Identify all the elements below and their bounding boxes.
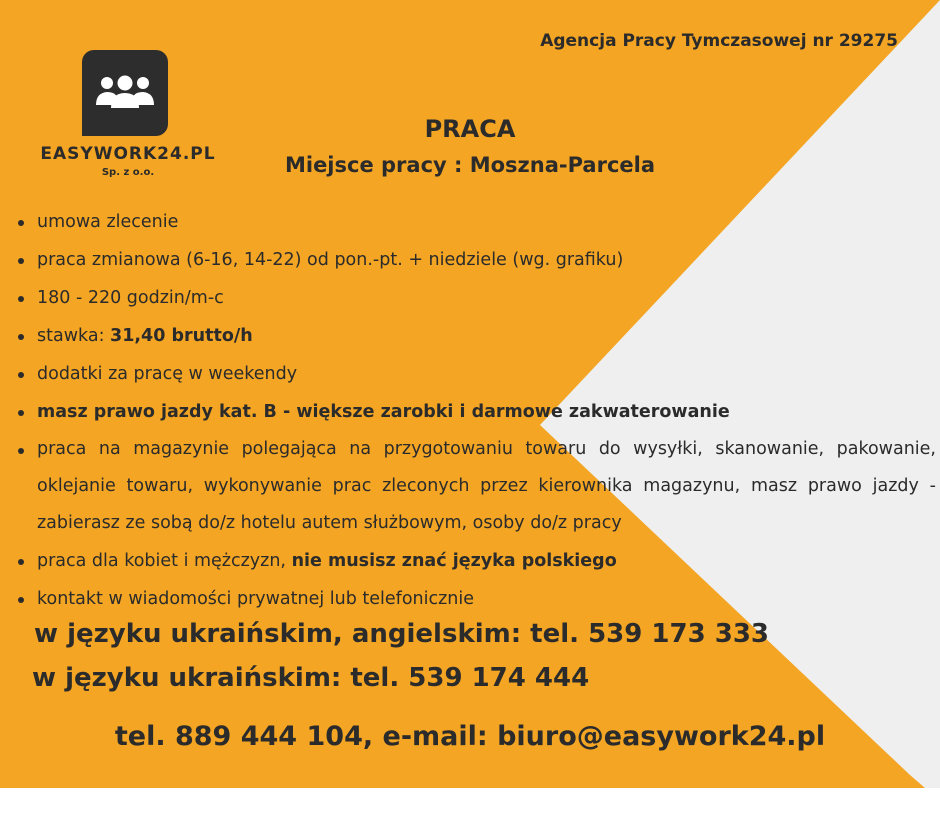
list-item	[14, 542, 936, 580]
item-highlight: nie musisz znać języka polskiego	[291, 551, 617, 571]
item-highlight: 31,40 brutto/h	[110, 326, 253, 346]
logo-company-type: Sp. z o.o.	[101, 167, 155, 178]
job-details-list	[14, 203, 936, 618]
list-item	[14, 355, 936, 393]
list-item	[14, 241, 936, 279]
item-text: 180 - 220 godzin/m-c	[37, 288, 224, 308]
item-text: praca dla kobiet i mężczyzn,	[37, 551, 292, 571]
agency-number: Agencja Pracy Tymczasowej nr 29275	[540, 31, 898, 51]
phone-line-1: w języku ukraińskim, angielskim: tel. 539 173 333	[34, 619, 770, 649]
people-group-icon	[93, 74, 157, 110]
item-text: stawka:	[37, 326, 111, 346]
item-text: umowa zlecenie	[37, 212, 179, 232]
list-item	[14, 393, 936, 431]
item-text: dodatki za pracę w weekendy	[37, 364, 298, 384]
list-item	[14, 317, 936, 355]
list-item	[14, 279, 936, 317]
list-item	[14, 580, 936, 618]
contact-line: tel. 889 444 104, e-mail: biuro@easywork24.pl	[114, 721, 826, 752]
item-text: praca na magazynie polegająca na przygotowaniu towaru do wysyłki, skanowanie, pakowanie, oklejanie towaru, wykonywanie prac zleconych przez kierownika magazynu, masz prawo jazdy - zabierasz ze sobą do/z hotelu autem służbowym, osoby do/z pracy	[37, 439, 936, 533]
page-title: PRACA	[424, 115, 516, 143]
work-location: Miejsce pracy : Moszna-Parcela	[284, 153, 656, 177]
list-item	[14, 431, 936, 542]
item-text: praca zmianowa (6-16, 14-22) od pon.-pt. + niedziele (wg. grafiku)	[37, 250, 624, 270]
list-item	[14, 203, 936, 241]
item-text: masz prawo jazdy kat. B - większe zarobki i darmowe zakwaterowanie	[37, 402, 730, 422]
logo-brand-name: EASYWORK24.PL	[40, 144, 216, 164]
item-text: kontakt w wiadomości prywatnej lub telefonicznie	[37, 589, 475, 609]
phone-line-2: w języku ukraińskim: tel. 539 174 444	[32, 663, 590, 693]
